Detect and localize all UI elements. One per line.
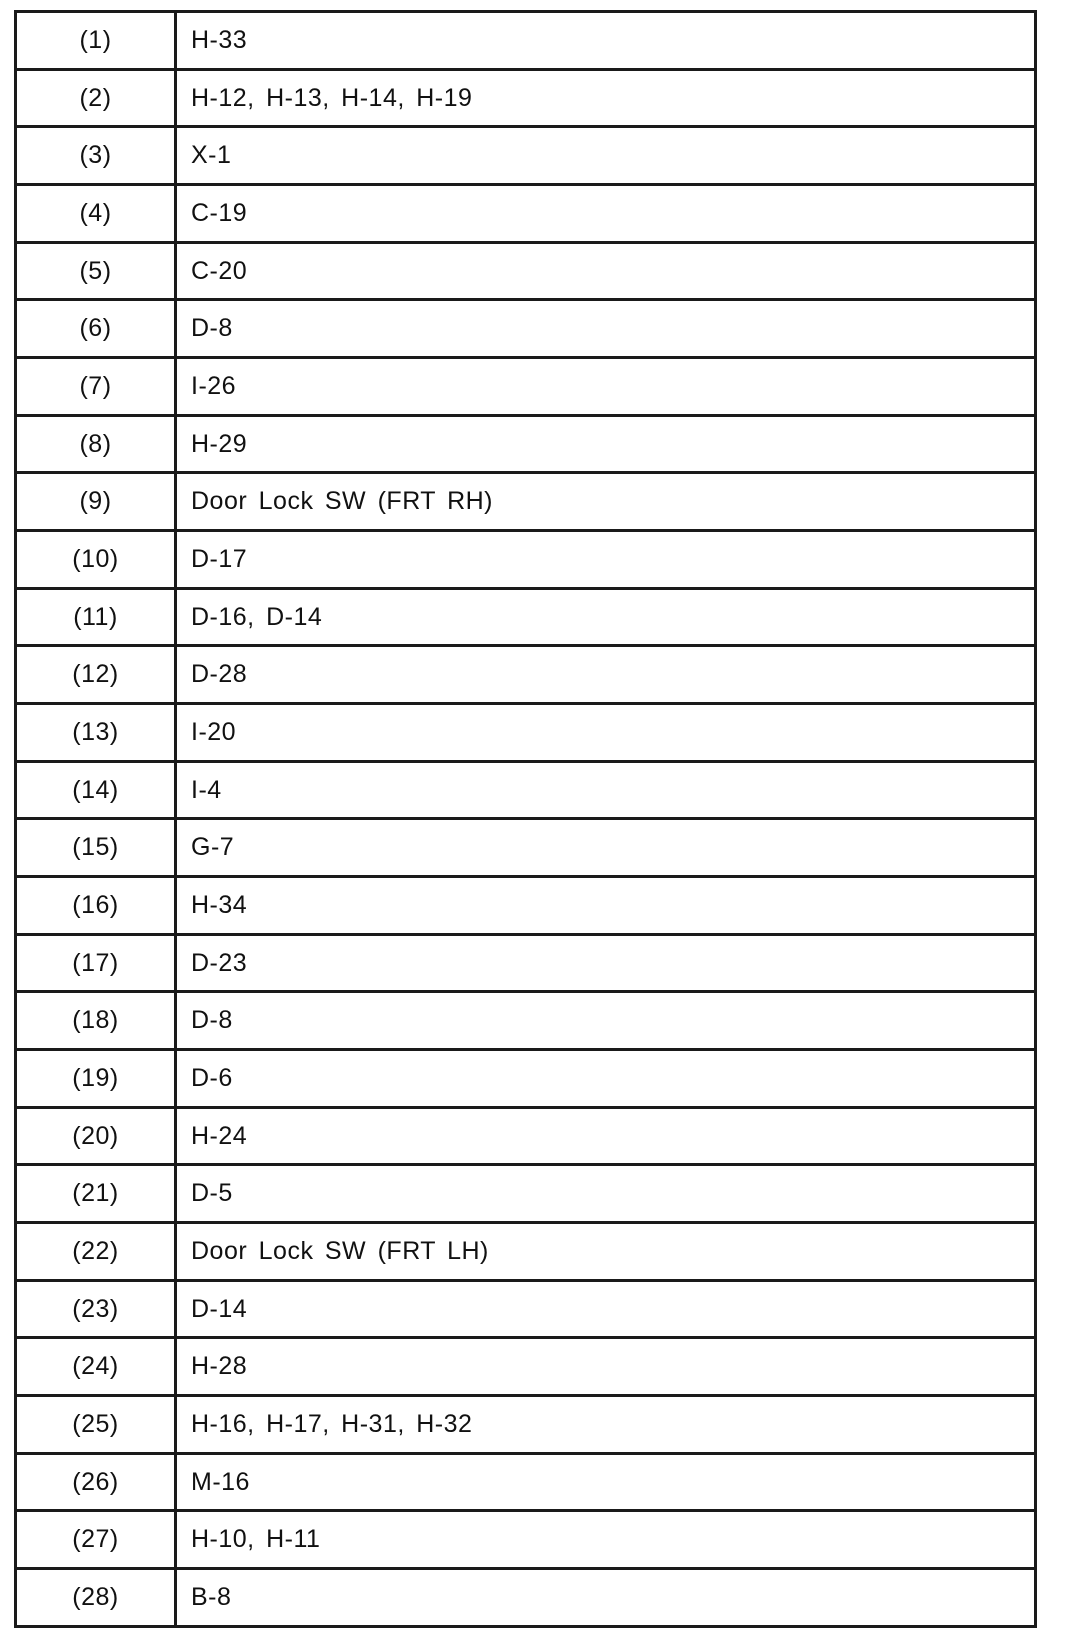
row-index-cell: (6) xyxy=(16,300,176,358)
row-value-cell: D-8 xyxy=(176,300,1036,358)
row-index-cell: (25) xyxy=(16,1396,176,1454)
row-value-cell: H-24 xyxy=(176,1107,1036,1165)
row-value-cell: D-6 xyxy=(176,1050,1036,1108)
table-row xyxy=(16,1569,1036,1627)
row-index-cell: (21) xyxy=(16,1165,176,1223)
row-value-cell: Door Lock SW (FRT RH) xyxy=(176,473,1036,531)
row-index-cell: (22) xyxy=(16,1223,176,1281)
table-row xyxy=(16,704,1036,762)
row-index-cell: (5) xyxy=(16,242,176,300)
row-value-cell: H-33 xyxy=(176,12,1036,70)
row-index-cell: (10) xyxy=(16,531,176,589)
row-value-cell: X-1 xyxy=(176,127,1036,185)
row-value-cell: G-7 xyxy=(176,819,1036,877)
table-row xyxy=(16,1396,1036,1454)
table-row xyxy=(16,1223,1036,1281)
row-index-cell: (24) xyxy=(16,1338,176,1396)
reference-table xyxy=(14,10,1037,1628)
table-row xyxy=(16,761,1036,819)
row-index-cell: (27) xyxy=(16,1511,176,1569)
row-value-cell: H-29 xyxy=(176,415,1036,473)
row-value-cell: C-20 xyxy=(176,242,1036,300)
table-row xyxy=(16,415,1036,473)
table-row xyxy=(16,358,1036,416)
row-value-cell: D-28 xyxy=(176,646,1036,704)
row-index-cell: (4) xyxy=(16,185,176,243)
table-row xyxy=(16,992,1036,1050)
row-value-cell: B-8 xyxy=(176,1569,1036,1627)
row-value-cell: I-26 xyxy=(176,358,1036,416)
table-row xyxy=(16,877,1036,935)
row-value-cell: D-8 xyxy=(176,992,1036,1050)
row-index-cell: (20) xyxy=(16,1107,176,1165)
table-row xyxy=(16,1453,1036,1511)
row-value-cell: C-19 xyxy=(176,185,1036,243)
row-value-cell: D-5 xyxy=(176,1165,1036,1223)
row-value-cell: I-4 xyxy=(176,761,1036,819)
table-row xyxy=(16,300,1036,358)
table-row xyxy=(16,242,1036,300)
row-value-cell: D-16, D-14 xyxy=(176,588,1036,646)
row-index-cell: (18) xyxy=(16,992,176,1050)
row-index-cell: (7) xyxy=(16,358,176,416)
row-index-cell: (11) xyxy=(16,588,176,646)
row-index-cell: (14) xyxy=(16,761,176,819)
table-row xyxy=(16,1050,1036,1108)
row-index-cell: (15) xyxy=(16,819,176,877)
row-index-cell: (3) xyxy=(16,127,176,185)
row-value-cell: H-16, H-17, H-31, H-32 xyxy=(176,1396,1036,1454)
row-index-cell: (26) xyxy=(16,1453,176,1511)
row-value-cell: D-17 xyxy=(176,531,1036,589)
table-row xyxy=(16,819,1036,877)
table-row xyxy=(16,934,1036,992)
row-index-cell: (17) xyxy=(16,934,176,992)
row-index-cell: (8) xyxy=(16,415,176,473)
row-value-cell: H-28 xyxy=(176,1338,1036,1396)
table-row xyxy=(16,588,1036,646)
table-row xyxy=(16,531,1036,589)
row-index-cell: (2) xyxy=(16,69,176,127)
table-row xyxy=(16,1107,1036,1165)
row-value-cell: H-12, H-13, H-14, H-19 xyxy=(176,69,1036,127)
row-index-cell: (28) xyxy=(16,1569,176,1627)
row-index-cell: (16) xyxy=(16,877,176,935)
table-row xyxy=(16,646,1036,704)
row-value-cell: D-23 xyxy=(176,934,1036,992)
table-row xyxy=(16,185,1036,243)
table-row xyxy=(16,1165,1036,1223)
table-row xyxy=(16,69,1036,127)
row-value-cell: Door Lock SW (FRT LH) xyxy=(176,1223,1036,1281)
row-value-cell: D-14 xyxy=(176,1280,1036,1338)
table-row xyxy=(16,12,1036,70)
table-row xyxy=(16,473,1036,531)
table-row xyxy=(16,1338,1036,1396)
row-value-cell: H-34 xyxy=(176,877,1036,935)
row-index-cell: (19) xyxy=(16,1050,176,1108)
row-index-cell: (13) xyxy=(16,704,176,762)
row-index-cell: (12) xyxy=(16,646,176,704)
table-row xyxy=(16,1511,1036,1569)
row-index-cell: (9) xyxy=(16,473,176,531)
reference-table-body xyxy=(16,12,1036,1627)
table-row xyxy=(16,1280,1036,1338)
row-value-cell: I-20 xyxy=(176,704,1036,762)
table-row xyxy=(16,127,1036,185)
row-value-cell: M-16 xyxy=(176,1453,1036,1511)
row-index-cell: (23) xyxy=(16,1280,176,1338)
row-index-cell: (1) xyxy=(16,12,176,70)
row-value-cell: H-10, H-11 xyxy=(176,1511,1036,1569)
